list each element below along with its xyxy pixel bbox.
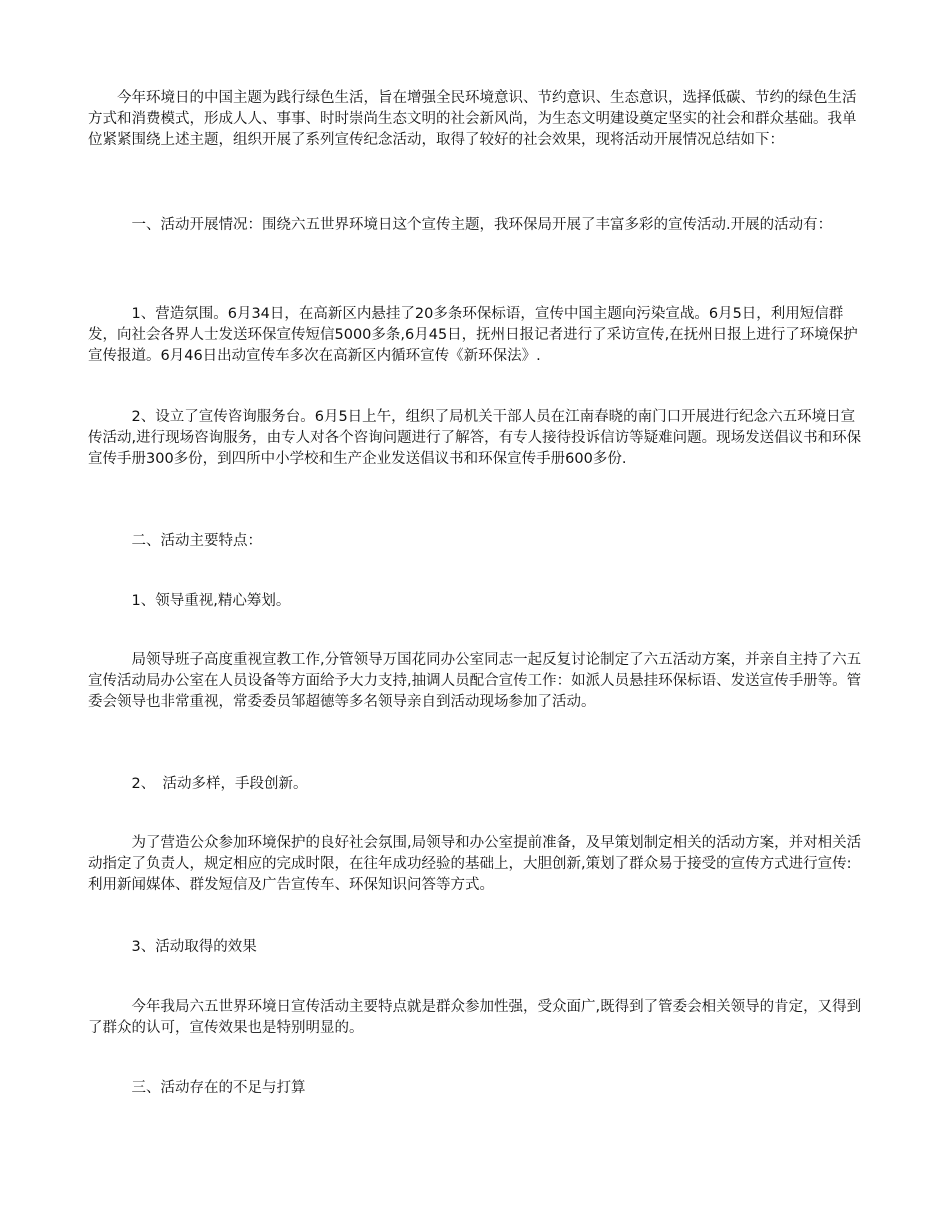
effect-heading: 3、活动取得的效果	[88, 939, 257, 955]
intro-paragraph: 今年环境日的中国主题为践行绿色生活，旨在增强全民环境意识、节约意识、生态意识，选择低碳、节约的绿色生活方式和消费模式，形成人人、事事、时时崇尚生态文明的社会新风尚，为生态文明建设奠定坚实的社会和群众基础。我单位紧紧围绕上述主题，组织开展了系列宣传纪念活动，取得了较好的社会效果，现将活动开展情况总结如下：	[88, 90, 857, 148]
section-2-heading: 二、活动主要特点：	[88, 533, 262, 549]
feature-2-paragraph: 为了营造公众参加环境保护的良好社会氛围,局领导和办公室提前准备，及早策划制定相关的活动方案，并对相关活动指定了负责人，规定相应的完成时限，在往年成功经验的基础上，大胆创新,策划了群众易于接受的宣传方式进行宣传:利用新闻媒体、群发短信及广告宣传车、环保知识问答等方式。	[88, 835, 862, 893]
item-1-paragraph: 1、营造氛围。6月34日，在高新区内悬挂了20多条环保标语，宣传中国主题向污染宣战。6月5日，利用短信群发，向社会各界人士发送环保宣传短信5000多条,6月45日，抚州日报记者进行了采访宣传,在抚州日报上进行了环境保护宣传报道。6月46日出动宣传车多次在高新区内循环宣传《新环保法》.	[88, 306, 858, 364]
feature-2-heading: 2、 活动多样，手段创新。	[88, 776, 308, 792]
feature-1-heading: 1、领导重视,精心筹划。	[88, 593, 291, 609]
item-2-paragraph: 2、设立了宣传咨询服务台。6月5日上午，组织了局机关干部人员在江南春晓的南门口开展进行纪念六五环境日宣传活动,进行现场咨询服务，由专人对各个咨询问题进行了解答，有专人接待投诉信访等疑难问题。现场发送倡议书和环保宣传手册300多份，到四所中小学校和生产企业发送倡议书和环保宣传手册600多份.	[88, 409, 862, 467]
feature-1-paragraph: 局领导班子高度重视宣教工作,分管领导万国花同办公室同志一起反复讨论制定了六五活动方案，并亲自主持了六五宣传活动局办公室在人员设备等方面给予大力支持,抽调人员配合宣传工作：如派人员悬挂环保标语、发送宣传手册等。管委会领导也非常重视，常委委员邹超德等多名领导亲自到活动现场参加了活动。	[88, 652, 862, 710]
section-3-heading: 三、活动存在的不足与打算	[88, 1080, 306, 1096]
section-1-heading-paragraph: 一、活动开展情况：围绕六五世界环境日这个宣传主题，我环保局开展了丰富多彩的宣传活动.开展的活动有：	[88, 217, 833, 233]
effect-paragraph: 今年我局六五世界环境日宣传活动主要特点就是群众参加性强，受众面广,既得到了管委会相关领导的肯定，又得到了群众的认可，宣传效果也是特别明显的。	[88, 999, 862, 1036]
